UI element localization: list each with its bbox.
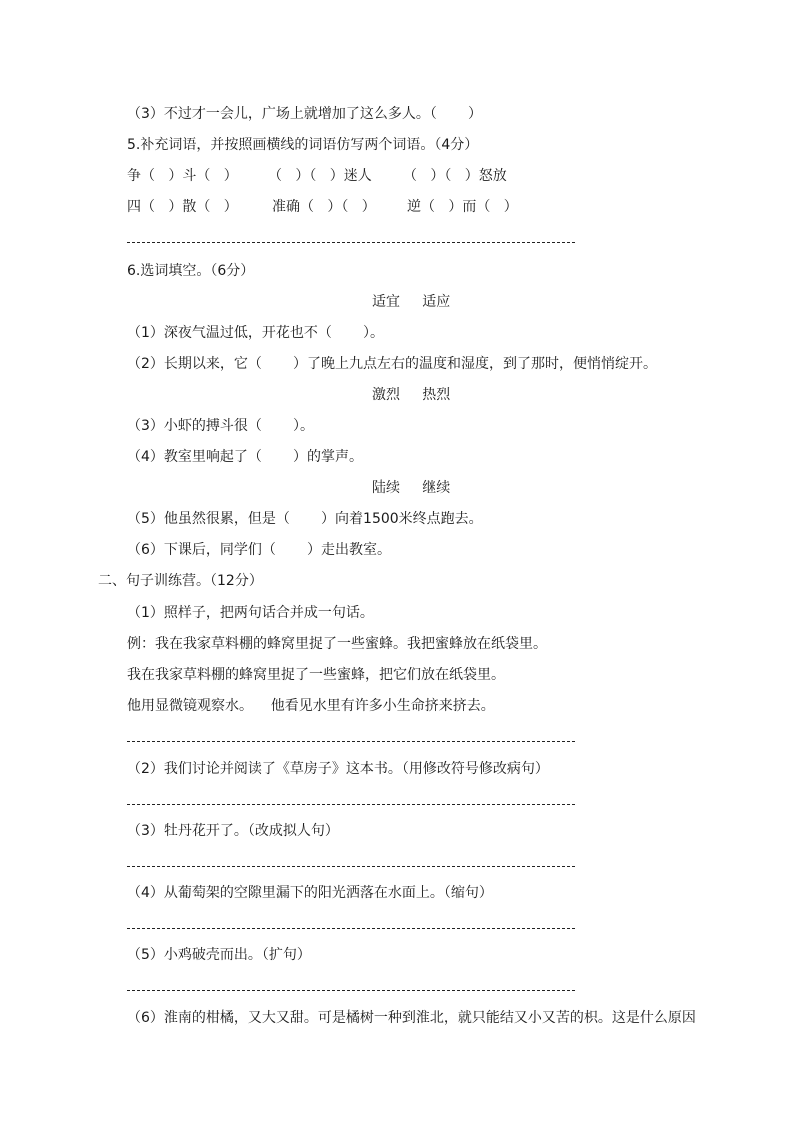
answer-line[interactable] — [127, 804, 575, 805]
q6-item-1: （1）深夜气温过低，开花也不（ ）。 — [127, 325, 385, 341]
s2-item-1: （1）照样子，把两句话合并成一句话。 — [127, 605, 374, 621]
s2-example: 例：我在我家草料棚的蜂窝里捉了一些蜜蜂。我把蜜蜂放在纸袋里。 — [127, 636, 547, 652]
q5-word-4: 四（ ）散（ ） — [127, 199, 238, 215]
q6-item-5: （5）他虽然很累，但是（ ）向着1500米终点跑去。 — [127, 511, 483, 527]
q6-word-pair-3: 陆续 继续 — [372, 480, 451, 496]
q5-word-2: （ ）（ ）迷人 — [268, 168, 372, 184]
answer-line[interactable] — [127, 741, 575, 742]
answer-line[interactable] — [127, 242, 575, 243]
s2-item-2: （2）我们讨论并阅读了《草房子》这本书。（用修改符号修改病句） — [127, 761, 549, 777]
q6-heading: 6.选词填空。（6分） — [127, 263, 255, 279]
q5-word-5: 准确（ ）（ ） — [272, 199, 376, 215]
s2-item-3: （3）牡丹花开了。（改成拟人句） — [127, 823, 339, 839]
q6-item-3: （3）小虾的搏斗很（ ）。 — [127, 418, 315, 434]
answer-line[interactable] — [127, 990, 575, 991]
s2-item-4: （4）从葡萄架的空隙里漏下的阳光洒落在水面上。（缩句） — [127, 885, 493, 901]
q5-word-3: （ ）（ ）怒放 — [403, 168, 507, 184]
answer-line[interactable] — [127, 866, 575, 867]
s2-item-1-task: 他用显微镜观察水。 他看见水里有许多小生命挤来挤去。 — [127, 698, 495, 714]
q6-item-6: （6）下课后，同学们（ ）走出教室。 — [127, 542, 392, 558]
q6-word-pair-2: 激烈 热烈 — [372, 387, 451, 403]
s2-example-answer: 我在我家草料棚的蜂窝里捉了一些蜜蜂，把它们放在纸袋里。 — [127, 667, 505, 683]
q6-item-4: （4）教室里响起了（ ）的掌声。 — [127, 449, 364, 465]
q6-item-2: （2）长期以来，它（ ）了晚上九点左右的温度和湿度，到了那时，便悄悄绽开。 — [127, 356, 658, 372]
q4-item-3: （3）不过才一会儿，广场上就增加了这么多人。（ ） — [127, 106, 483, 122]
answer-line[interactable] — [127, 928, 575, 929]
section-2-heading: 二、句子训练营。（12分） — [98, 573, 263, 589]
q5-word-6: 逆（ ）而（ ） — [407, 199, 518, 215]
q5-heading: 5.补充词语，并按照画横线的词语仿写两个词语。（4分） — [127, 137, 479, 153]
q6-word-pair-1: 适宜 适应 — [372, 294, 451, 310]
s2-item-5: （5）小鸡破壳而出。（扩句） — [127, 947, 311, 963]
q5-word-1: 争（ ）斗（ ） — [127, 168, 238, 184]
s2-item-6: （6）淮南的柑橘，又大又甜。可是橘树一种到淮北，就只能结又小又苦的枳。这是什么原因 — [127, 1010, 696, 1026]
